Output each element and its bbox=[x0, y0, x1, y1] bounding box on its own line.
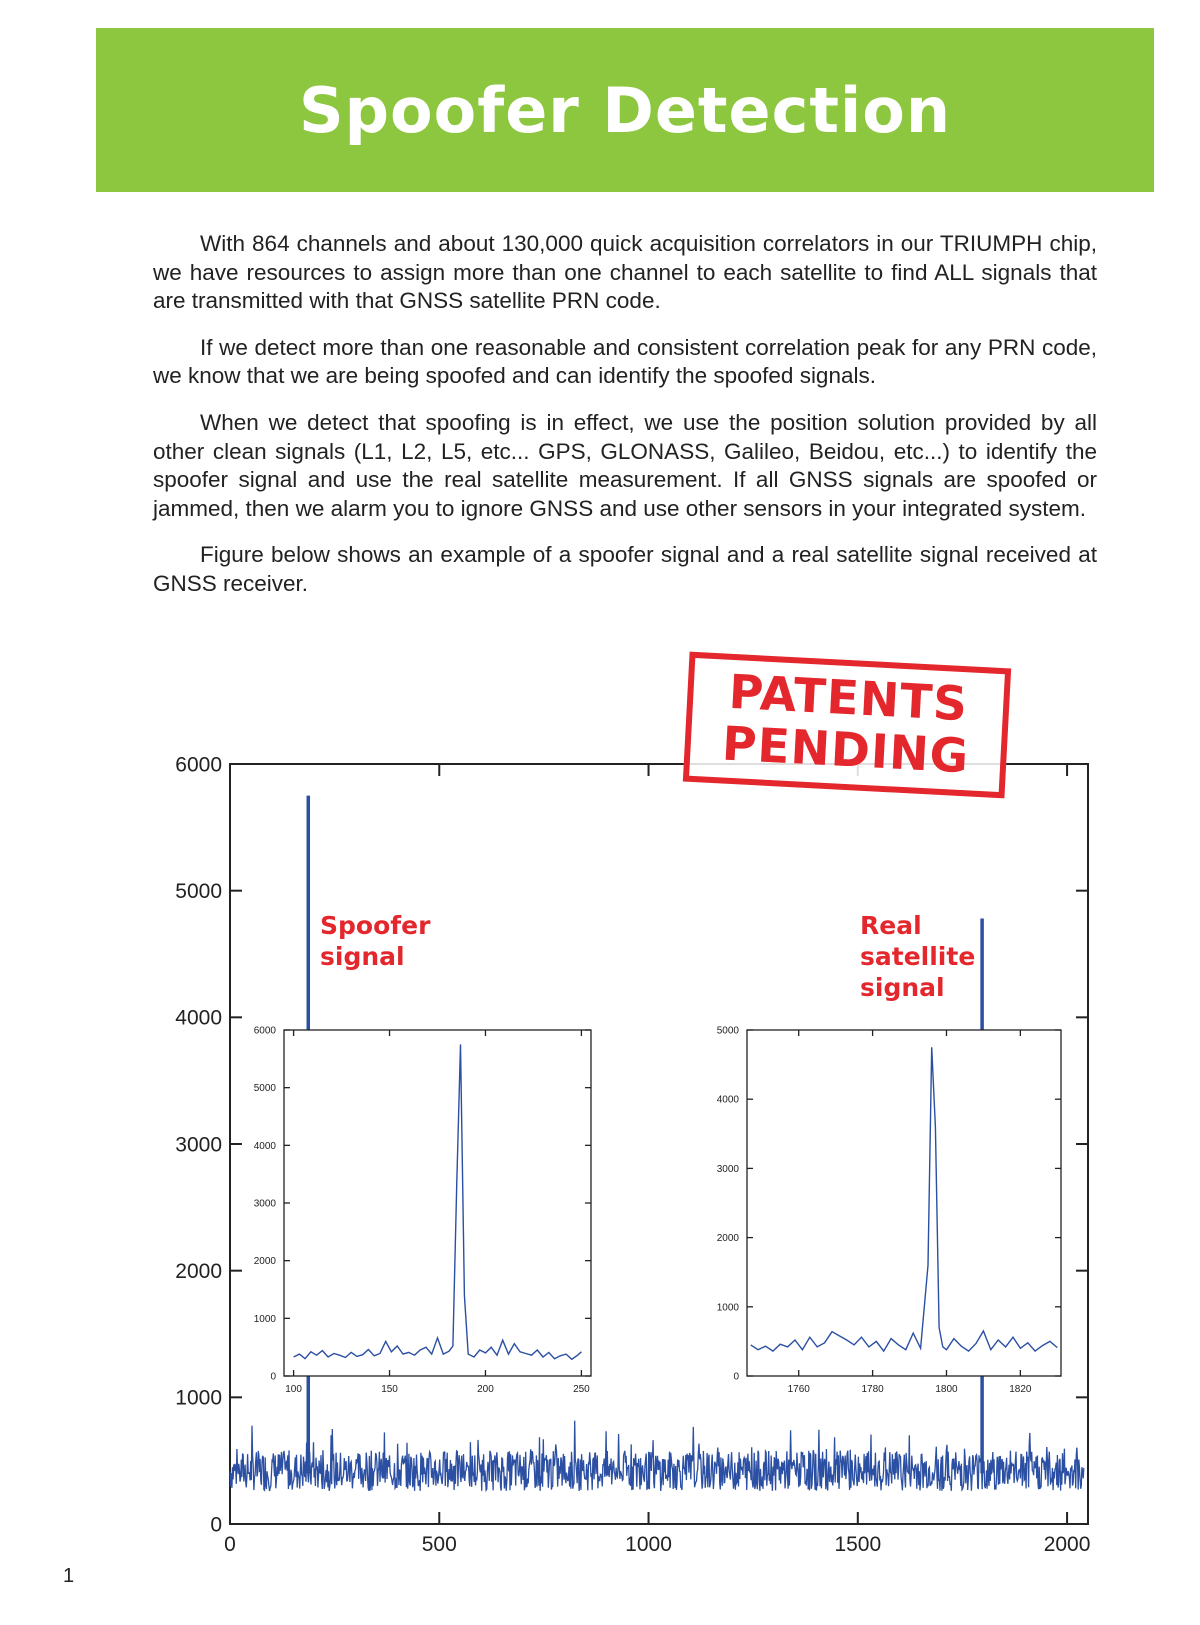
page-title: Spoofer Detection bbox=[299, 73, 951, 147]
main-x-tick-label: 500 bbox=[421, 1533, 457, 1556]
main-y-tick-label: 3000 bbox=[175, 1133, 222, 1157]
real-inset-y-tick-label: 1000 bbox=[716, 1302, 739, 1314]
stamp-line: PENDING bbox=[720, 716, 971, 785]
main-y-tick-label: 1000 bbox=[175, 1386, 222, 1410]
spoofer-inset-x-tick-label: 150 bbox=[381, 1384, 398, 1395]
real-inset-y-tick-label: 5000 bbox=[716, 1025, 739, 1037]
page-number: 1 bbox=[63, 1565, 75, 1587]
spoofer-inset-y-tick-label: 4000 bbox=[253, 1140, 276, 1152]
spoofer-inset-y-tick-label: 1000 bbox=[253, 1313, 276, 1325]
spoofer-signal-label: Spoofer bbox=[320, 911, 431, 940]
spoofer-inset-x-tick-label: 100 bbox=[285, 1384, 302, 1395]
spoofer-inset-y-tick-label: 5000 bbox=[253, 1083, 276, 1095]
spoofer-inset-x-tick-label: 200 bbox=[477, 1384, 494, 1395]
real-inset-x-tick-label: 1760 bbox=[787, 1384, 810, 1395]
real-inset-x-tick-label: 1820 bbox=[1009, 1384, 1032, 1395]
real-inset-x-tick-label: 1800 bbox=[935, 1384, 958, 1395]
paragraph: If we detect more than one reasonable and consistent correlation peak for any PRN code, we know that we are being spoofed and can identify the spoofed signals. bbox=[153, 334, 1097, 389]
main-x-tick-label: 1500 bbox=[834, 1533, 882, 1556]
spoofer-inset-y-tick-label: 6000 bbox=[253, 1025, 276, 1037]
paragraph: When we detect that spoofing is in effect, we use the position solution provided by all other clean signals (L1, L2, L5, etc... GPS, GLONASS, Galileo, Beidou, etc...) to identify the spoofer signal and use the real satellite measurement. If all GNSS signals are spoofed or jammed, then we alarm you to ignore GNSS and use other sensors in your integrated system. bbox=[153, 409, 1097, 521]
main-y-tick-label: 6000 bbox=[175, 753, 222, 777]
real-satellite-signal-label: satellite bbox=[860, 942, 976, 971]
real-inset-y-tick-label: 3000 bbox=[716, 1163, 739, 1175]
main-x-tick-label: 2000 bbox=[1043, 1533, 1091, 1556]
main-y-tick-label: 0 bbox=[210, 1513, 222, 1537]
real-inset-y-tick-label: 2000 bbox=[716, 1233, 739, 1245]
real-satellite-signal-label: signal bbox=[860, 973, 945, 1002]
real-inset-y-tick-label: 4000 bbox=[716, 1094, 739, 1106]
real-inset-x-tick-label: 1780 bbox=[861, 1384, 884, 1395]
main-x-tick-label: 0 bbox=[224, 1533, 236, 1556]
spoofer-inset-y-tick-label: 3000 bbox=[253, 1198, 276, 1210]
paragraph: Figure below shows an example of a spoofer signal and a real satellite signal received at GNSS receiver. bbox=[153, 542, 1097, 596]
main-x-tick-label: 1000 bbox=[625, 1533, 672, 1556]
spoofer-inset-x-tick-label: 250 bbox=[573, 1384, 590, 1395]
main-y-tick-label: 5000 bbox=[175, 880, 222, 904]
main-y-tick-label: 4000 bbox=[175, 1006, 222, 1030]
spoofer-inset-frame bbox=[284, 1030, 591, 1376]
real-satellite-signal-label: Real bbox=[860, 911, 922, 940]
paragraph: With 864 channels and about 130,000 quick acquisition correlators in our TRIUMPH chip, we have resources to assign more than one channel to each satellite to find ALL signals that are transmitted with that GNSS satellite PRN code. bbox=[153, 231, 1097, 314]
real-inset-y-tick-label: 0 bbox=[733, 1371, 739, 1383]
spoofer-inset-y-tick-label: 2000 bbox=[253, 1256, 276, 1268]
spoofer-inset-y-tick-label: 0 bbox=[270, 1371, 276, 1383]
main-y-tick-label: 2000 bbox=[175, 1260, 222, 1284]
stamp-line: PATENTS bbox=[727, 664, 970, 733]
spoofer-signal-label: signal bbox=[320, 942, 405, 971]
real-inset-frame bbox=[747, 1030, 1061, 1376]
patents-pending-stamp bbox=[683, 652, 1011, 799]
